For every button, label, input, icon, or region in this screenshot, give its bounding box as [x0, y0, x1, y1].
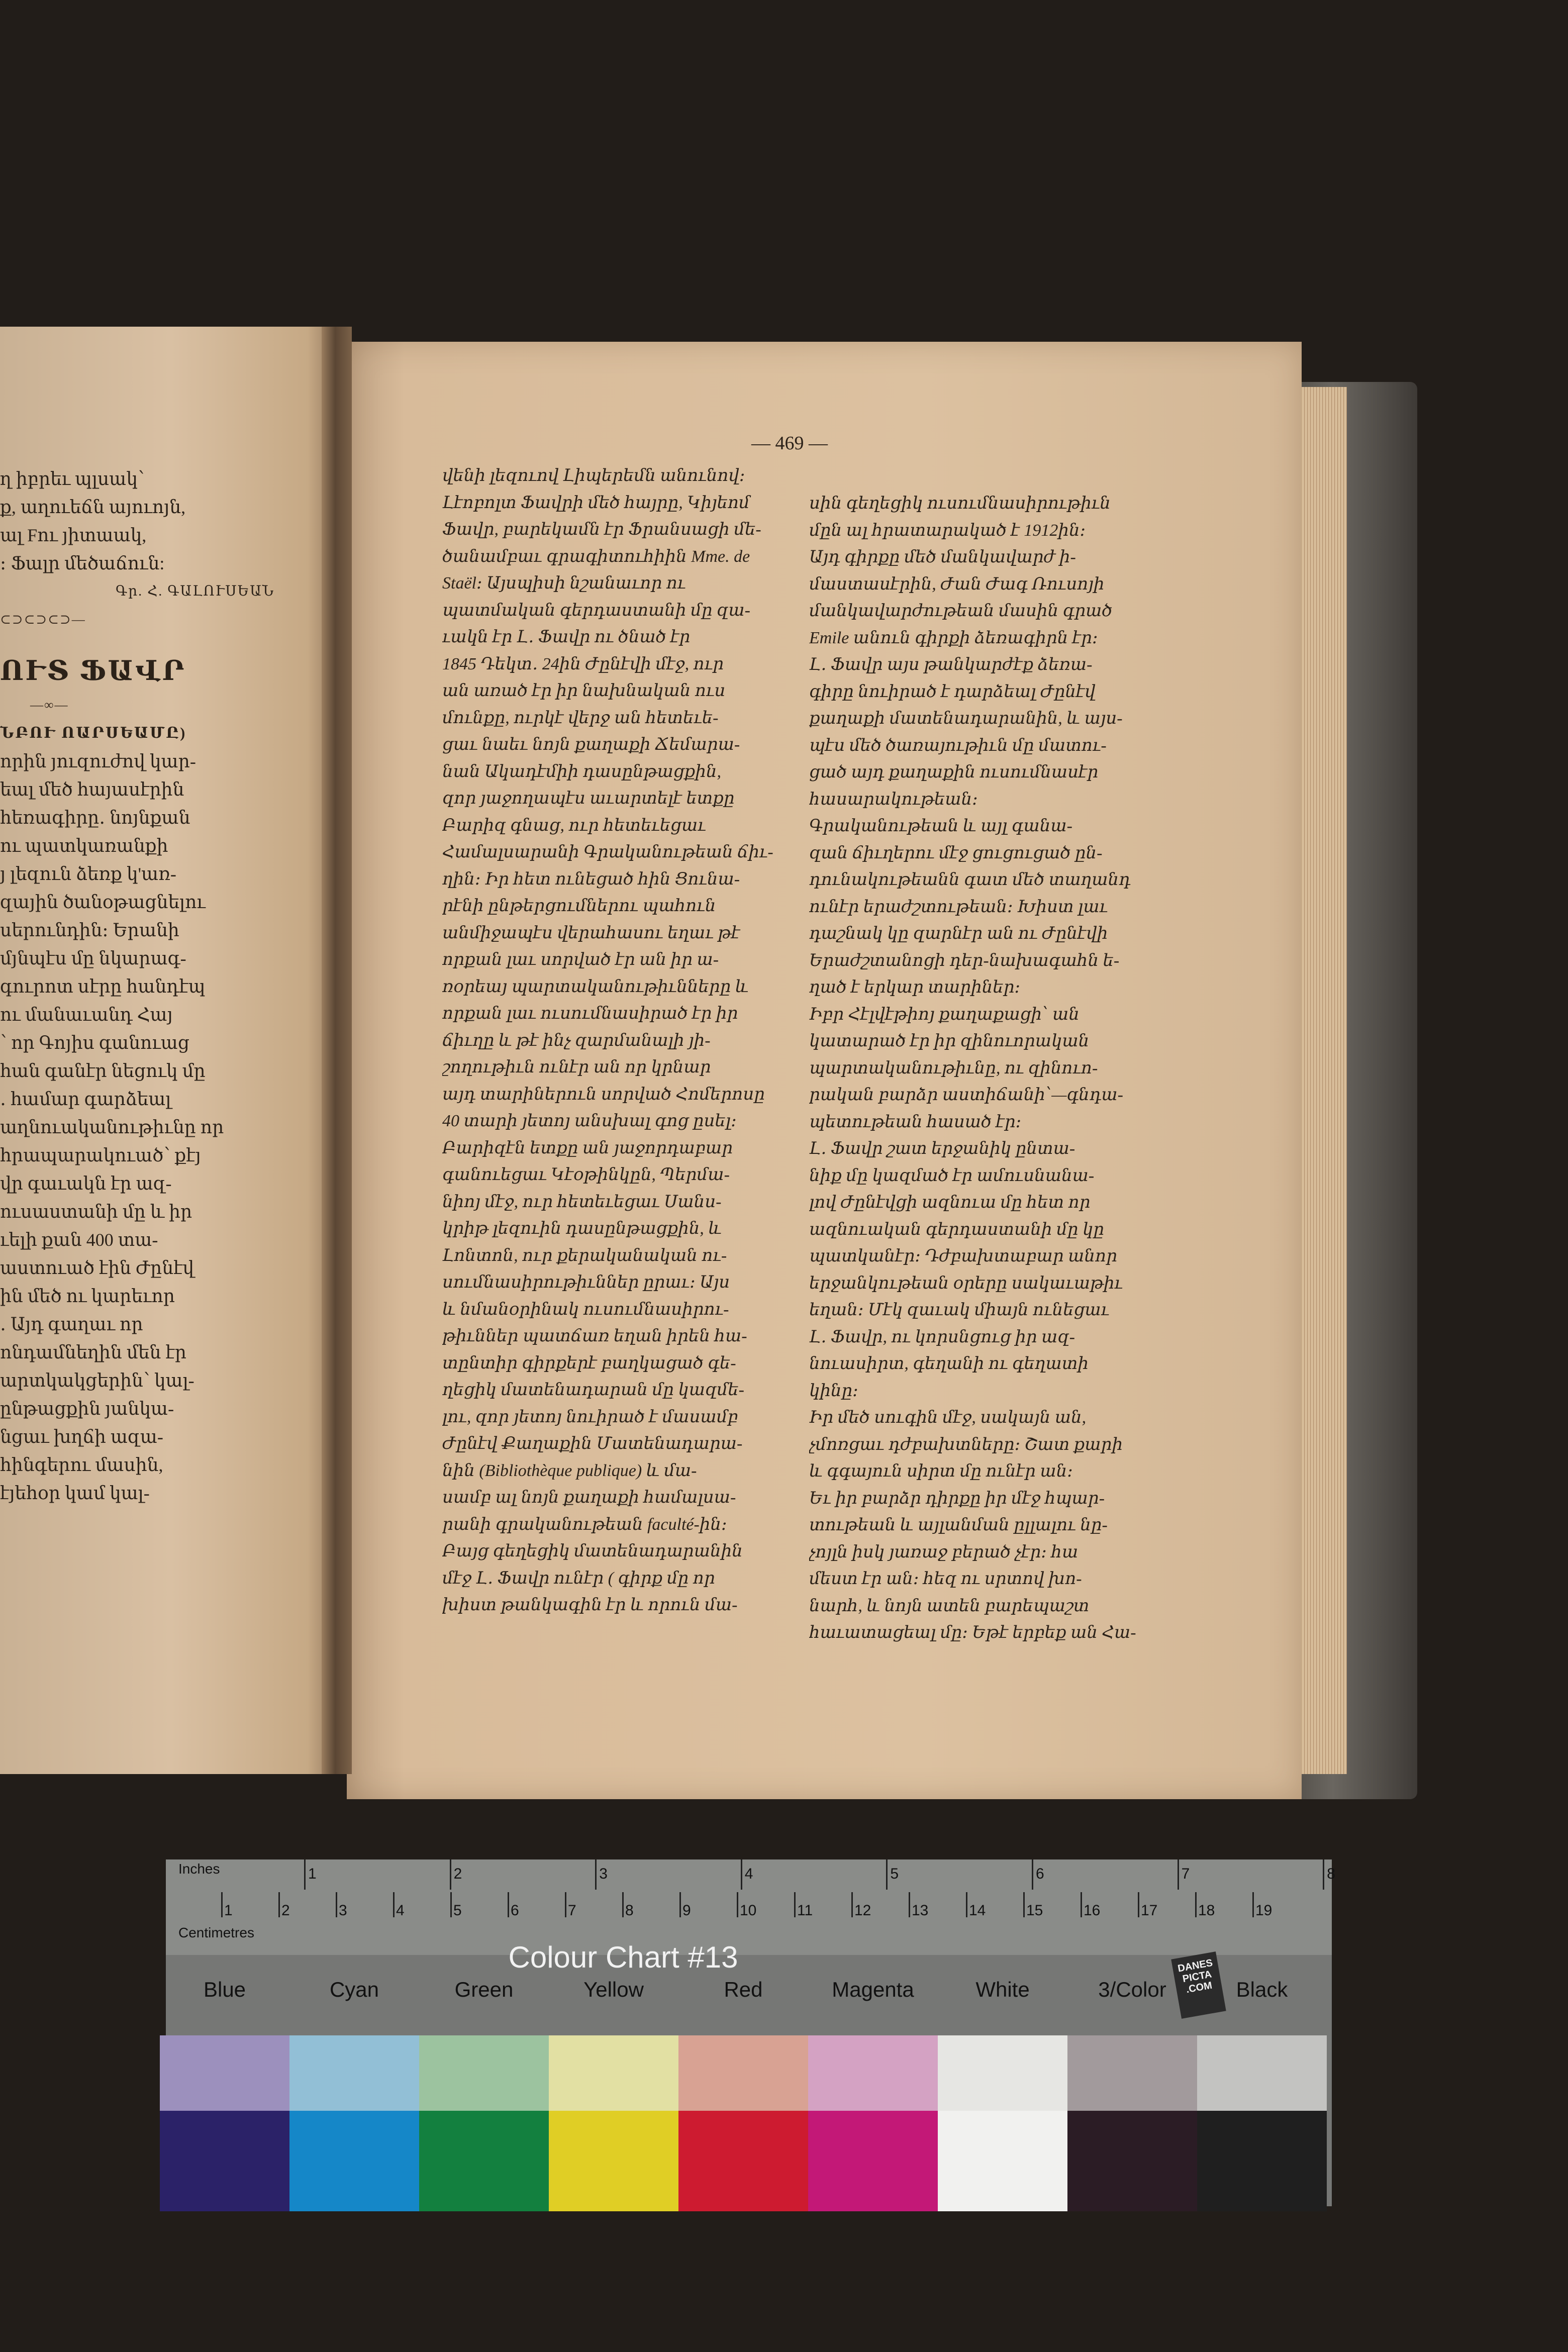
right-column-line: պարտականութիւնը, ու զինուո- [809, 1058, 1098, 1077]
middle-column-line: նան Ակադէմիի դասընթացքին, [442, 762, 721, 781]
left-page-signature: Գր. Հ. ԳԱԼՈՒՍԵԱՆ [116, 583, 275, 599]
right-column-text [809, 490, 1156, 1646]
right-column-line: դաշնակ կը զարնէր ան ու Ժընէվի [809, 924, 1108, 943]
middle-column-line: ղին։ Իր հետ ունեցած հին Ցունա- [442, 869, 740, 889]
right-column-line: և գգայուն սիրտ մը ունէր ան։ [809, 1462, 1073, 1481]
danes-picta-logo: DANES PICTA .COM [1171, 1951, 1226, 2019]
swatch-label: 3/Color [1098, 1978, 1166, 2001]
ruler-cm-number: 12 [854, 1902, 871, 1919]
ruler-inch-number: 6 [1036, 1866, 1044, 1882]
right-column-line: Լ․ Ֆավր շատ երջանիկ ընտա- [809, 1139, 1075, 1158]
swatch-label: Yellow [583, 1978, 644, 2001]
ruler-cm-tick [393, 1892, 395, 1917]
left-page-line: զային ծանօթացնելու [0, 892, 206, 912]
swatch-dark [1067, 2111, 1197, 2211]
right-column-line: հաւատացեալ մը։ Եթէ երբեք ան Հա- [809, 1623, 1136, 1642]
left-page-line: յ լեզուն ձեռք կ'առ- [0, 864, 176, 884]
right-column-line: եղան։ Մէկ զաւակ միայն ունեցաւ [809, 1301, 1110, 1319]
middle-column-line: Ֆավր, բարեկամն էր Ֆրանսացի մե- [442, 520, 761, 539]
middle-column-line: Բայց գեղեցիկ մատենադարանին [442, 1542, 743, 1560]
ruler-cm-tick [278, 1892, 280, 1917]
left-page-line: էյեհօր կամ կալ- [0, 1483, 150, 1503]
right-column-line: Լ․ Ֆավր այս թանկարժէք ձեռա- [809, 655, 1093, 674]
right-column-line: լով Ժընէվցի ազնուա մը հետ որ [809, 1193, 1091, 1212]
middle-column-line: ռօրեայ պարտականութիւնները և [442, 977, 749, 996]
swatch-dark [678, 2111, 808, 2211]
right-column-line: Գրականութեան և այլ գանա- [809, 817, 1072, 835]
swatch-light [160, 2035, 289, 2111]
ruler-cm-number: 14 [969, 1902, 986, 1919]
ruler-cm-number: 3 [339, 1902, 347, 1919]
right-column-line: մըն ալ հրատարակած է 1912ին։ [809, 521, 1086, 540]
ruler-cm-tick [221, 1892, 223, 1917]
right-column-line: զան ճիւղերու մէջ ցուցուցած ըն- [809, 843, 1103, 862]
ruler-cm-number: 15 [1026, 1902, 1043, 1919]
middle-column-line: ցաւ նաեւ նոյն քաղաքի Ճեմարա- [442, 735, 740, 754]
left-page-line: մյնպէս մը նկարագ- [0, 948, 186, 968]
ruler-cm-tick [679, 1892, 681, 1917]
middle-column-line: լու, զոր յետոյ նուիրած է մասամբ [442, 1407, 738, 1426]
right-column-line: կինը։ [809, 1381, 858, 1400]
left-page-ornament: —∞— [30, 698, 69, 712]
middle-column-line: ծանամբաւ գրագիտուհիին Mme. de [442, 547, 750, 566]
middle-column-line: զոր յաջողապէս աւարտելէ ետքը [442, 789, 735, 808]
middle-column-line: Staël։ Այսպիսի նշանաւոր ու [442, 574, 686, 593]
right-column-line: երջանկութեան օրերը սակաւաթիւ [809, 1273, 1123, 1293]
left-page-subheading: ՆԲՈՒ ՈԱՐՍԵԱՄԸ) [0, 725, 187, 741]
middle-column-line: թիւններ պատճառ եղան իրեն հա- [442, 1327, 747, 1345]
ruler-inch-number: 7 [1181, 1866, 1190, 1882]
ruler-inch-tick [886, 1859, 888, 1890]
swatch-label: Magenta [832, 1978, 914, 2001]
right-column-line: տութեան և այլանման ըլլալու նը- [809, 1516, 1108, 1534]
middle-column-line: մէջ Լ․ Ֆավր ունէր ( գիրք մը որ [442, 1569, 715, 1588]
left-page-line: ու մանաւանդ Հայ [0, 1005, 173, 1025]
middle-column-line: անմիջապէս վերահասու եղաւ թէ [442, 923, 740, 942]
right-column-line: չմոռցաւ դժբախտները։ Շատ քարի [809, 1435, 1123, 1454]
left-page-line: ին մեծ ու կարեւոր [0, 1286, 175, 1306]
swatch-label: Cyan [329, 1978, 379, 2001]
left-page-heading: ՈՒՏ ՖԱՎՐ [0, 656, 186, 686]
swatch-light [938, 2035, 1067, 2111]
inches-label: Inches [178, 1861, 220, 1877]
ruler-cm-tick [966, 1892, 967, 1917]
middle-column-line: պատմական գերդաստանի մը զա- [442, 601, 750, 620]
left-page-line: ․ Այդ գաղաւ որ [0, 1314, 143, 1334]
ruler-cm-tick [1252, 1892, 1254, 1917]
swatch-label: White [975, 1978, 1030, 2001]
swatch-light [1067, 2035, 1197, 2111]
ruler-inch-number: 3 [599, 1866, 608, 1882]
ruler-cm-number: 5 [453, 1902, 462, 1919]
swatch-dark [549, 2111, 678, 2211]
right-column-line: պէս մեծ ծառայութիւն մը մատու- [809, 736, 1107, 755]
swatch-light [808, 2035, 938, 2111]
right-column-line: Այդ գիրքը մեծ մանկավարժ ի- [809, 548, 1076, 566]
right-column-line: գիրը նուիրած է դարձեալ Ժընէվ [809, 682, 1096, 701]
middle-column-line: որքան լաւ ուսումնասիրած էր իր [442, 1004, 738, 1023]
ruler-cm-tick [1138, 1892, 1139, 1917]
right-column-line: Իբր Հէլվէթիոյ քաղաքացի՝ ան [809, 1005, 1080, 1024]
ruler-cm-number: 13 [912, 1902, 929, 1919]
ruler-cm-number: 1 [224, 1902, 233, 1919]
ruler-inch-number: 1 [308, 1866, 317, 1882]
page-number: — 469 — [751, 433, 828, 454]
ruler-cm-number: 16 [1084, 1902, 1101, 1919]
swatch-dark [160, 2111, 289, 2211]
left-page-line: գուրոտ սէրը հանդէպ [0, 976, 206, 997]
middle-column-line: գանուեցաւ Կէօթինկըն, Պերմա- [442, 1165, 730, 1184]
right-column-line: նիք մը կազմած էր ամուսնանա- [809, 1166, 1095, 1185]
swatch-label: Black [1236, 1978, 1288, 2001]
left-page-line: հան գանէր նեցուկ մը [0, 1061, 206, 1081]
ruler-inch-tick [1032, 1859, 1033, 1890]
right-column-line: Emile անուն գիրքի ձեռագիրն էր։ [809, 628, 1098, 647]
swatch-dark [938, 2111, 1067, 2211]
ruler-cm-number: 10 [740, 1902, 757, 1919]
left-page-line: սերունդին։ Երանի [0, 920, 179, 940]
middle-column-line: Լոնտոն, ուր քերականական ու- [442, 1246, 727, 1265]
right-column-line: ունէր երաժշտութեան։ Խիստ լաւ [809, 897, 1108, 916]
swatch-light [678, 2035, 808, 2111]
right-column-line: նարհ, և նոյն ատեն բարեպաշտ [809, 1596, 1090, 1615]
ruler-cm-number: 19 [1255, 1902, 1272, 1919]
right-column-line: պետութեան հասած էր։ [809, 1112, 1022, 1131]
left-page-line: արտկակցերին՝ կալ- [0, 1370, 194, 1391]
swatch-label: Red [724, 1978, 763, 2001]
swatch-label: Green [454, 1978, 514, 2001]
ruler-cm-number: 7 [568, 1902, 576, 1919]
ruler-cm-tick [1023, 1892, 1025, 1917]
right-column-line: մանկավարժութեան մասին գրած [809, 602, 1113, 620]
ruler-cm-number: 6 [511, 1902, 519, 1919]
middle-column-line: վենի լեզուով Լիպերեմն անունով։ [442, 466, 745, 485]
left-page-line: ղ իբրեւ պլսակ՝ [0, 469, 145, 489]
left-page-line: ու պատկառանքի [0, 836, 168, 856]
middle-column-line: 40 տարի յետոյ անսխալ գոց ըսել։ [442, 1112, 737, 1130]
middle-column-line: տընտիր գիրքերէ բաղկացած գե- [442, 1353, 736, 1373]
right-column-line: կատարած էր իր զինուորական [809, 1032, 1090, 1050]
swatch-dark [1197, 2111, 1327, 2211]
ruler-cm-tick [336, 1892, 337, 1917]
left-page-line: ուսաստանի մը և իր [0, 1202, 192, 1222]
right-column-line: ղած է երկար տարիներ։ [809, 978, 1021, 997]
right-column-line: ցած այդ քաղաքին ուսումնասէր [809, 763, 1099, 781]
middle-column-line: որքան լաւ սորված էր ան իր ա- [442, 950, 719, 969]
right-column-line: քաղաքի մատենադարանին, և այս- [809, 709, 1123, 728]
right-column-line: մաստասէրին, Ժան Ժագ Ռուսոյի [809, 574, 1105, 594]
right-column-line: ազնուական գերդաստանի մը կը [809, 1220, 1104, 1239]
middle-column-line: նիոյ մէջ, ուր հետեւեցաւ Սանս- [442, 1192, 722, 1211]
ruler-cm-tick [622, 1892, 624, 1917]
left-page-line: եալ մեծ հայասէրին [0, 779, 184, 800]
middle-column-line: 1845 Դեկտ․ 24ին Ժընէվի մէջ, ուր [442, 654, 724, 673]
book-gutter [322, 327, 352, 1774]
right-column-line: րական բարձր աստիճանի՝—գնդա- [809, 1086, 1123, 1104]
ruler-inch-tick [304, 1859, 306, 1890]
middle-column-line: ւակն էր Լ․ Ֆավր ու ծնած էր [442, 628, 691, 646]
ruler-inch-tick [741, 1859, 742, 1890]
ruler-inch-number: 2 [453, 1866, 462, 1882]
right-column-line: Լ․ Ֆավր, ու կորսնցուց իր ազ- [809, 1327, 1075, 1346]
left-page-line: հինգերու մասին, [0, 1455, 163, 1475]
right-column-line: դունակութեանն գատ մեծ տաղանդ [809, 870, 1131, 889]
middle-column-line: Լէոբոլտ Ֆավրի մեծ հայրը, Կիյեոմ [442, 493, 750, 512]
left-page-line: աստուած էին Ժընէվ [0, 1258, 194, 1278]
left-page-line: հրապարակուած՝ քէյ [0, 1145, 201, 1165]
middle-column-line: սամբ ալ նոյն քաղաքի համալսա- [442, 1488, 736, 1507]
middle-column-line: ճիւղը և թէ ինչ զարմանալի յի- [442, 1031, 711, 1050]
right-column-line: չոյլն իսկ յառաջ բերած չէր։ հա [809, 1542, 1079, 1561]
chart-title: Colour Chart #13 [508, 1940, 738, 1974]
left-page-line: ք, աղուեճն այուոյն, [0, 497, 186, 517]
right-column-line: հասարակութեան։ [809, 790, 978, 809]
ruler-cm-number: 18 [1198, 1902, 1215, 1919]
left-page-line: ․ համար գարձեալ [0, 1089, 171, 1109]
ruler-cm-tick [565, 1892, 566, 1917]
ruler-cm-number: 11 [797, 1902, 813, 1919]
left-page-line: ընթացքին յանկա- [0, 1399, 174, 1419]
ruler-inch-number: 4 [744, 1866, 753, 1882]
middle-column-line: Համալսարանի Գրականութեան ճիւ- [442, 843, 773, 861]
ruler-cm-number: 17 [1141, 1902, 1158, 1919]
left-page-line: ոնդամնեղին մեն էր [0, 1342, 186, 1362]
middle-column-line: նին (Bibliothèque publique) և մա- [442, 1461, 697, 1480]
centimetres-label: Centimetres [178, 1925, 254, 1940]
ruler-cm-tick [851, 1892, 853, 1917]
ruler-inch-number: 5 [890, 1866, 899, 1882]
middle-column-line: րանի գրականութեան faculté-ին։ [442, 1515, 727, 1534]
swatch-light [419, 2035, 549, 2111]
middle-column-line: Բարիզէն ետքը ան յաջորդաբար [442, 1138, 733, 1157]
ruler-cm-tick [794, 1892, 796, 1917]
left-page-line: աղնուականութիւնը որ [0, 1117, 224, 1137]
left-page-ornament: ⊂⊃⊂⊃⊂⊃— [0, 612, 86, 627]
middle-column-line: Բարիզ գնաց, ուր հետեւեցաւ [442, 816, 706, 835]
right-column-line: պատկանէր։ Դժբախտաբար անոր [809, 1247, 1117, 1265]
ruler-cm-number: 9 [682, 1902, 691, 1919]
left-page-line: ։ Ֆալր մեծաճուն: [0, 553, 165, 573]
swatch-dark [419, 2111, 549, 2211]
ruler-inch-tick [1323, 1859, 1324, 1890]
middle-column-text [442, 462, 774, 1619]
left-page-line: վր գաւակն էր ազ- [0, 1173, 172, 1194]
left-page-line: որին յուզուժով կար- [0, 751, 196, 771]
ruler-cm-tick [909, 1892, 910, 1917]
middle-column-line: այդ տարիներուն սորված Հոմերոսը [442, 1085, 765, 1104]
middle-column-line: մունքը, ուրկէ վերջ ան հետեւե- [442, 708, 719, 727]
ruler-inch-number: 8 [1327, 1866, 1335, 1882]
ruler-cm-number: 2 [281, 1902, 290, 1919]
right-column-line: Եւ իր բարձր դիրքը իր մէջ հպար- [809, 1489, 1105, 1508]
swatch-light [1197, 2035, 1327, 2111]
middle-column-line: կրիթ լեզուին դասընթացքին, և [442, 1219, 722, 1238]
swatch-light [289, 2035, 419, 2111]
left-page-line: ւելի քան 400 տա- [0, 1230, 158, 1250]
right-column-line: մեստ էր ան։ հեզ ու սրտով խո- [809, 1570, 1082, 1588]
middle-column-line: խիստ թանկագին էր և որուն մա- [442, 1596, 738, 1614]
ruler-inch-tick [595, 1859, 597, 1890]
ruler-inch-tick [1178, 1859, 1179, 1890]
swatch-dark [289, 2111, 419, 2211]
swatch-dark [808, 2111, 938, 2211]
ruler-cm-number: 4 [396, 1902, 405, 1919]
swatch-label: Blue [203, 1978, 246, 2001]
middle-column-line: ղեցիկ մատենադարան մը կազմե- [442, 1381, 744, 1399]
middle-column-line: շողութիւն ունէր ան որ կրնար [442, 1058, 711, 1076]
ruler-inch-tick [450, 1859, 451, 1890]
right-column-line: Իր մեծ սուգին մէջ, սակայն ան, [809, 1408, 1087, 1427]
left-page-line: ՝ որ Գոյիս գանուաց [0, 1033, 190, 1053]
ruler-cm-tick [737, 1892, 738, 1917]
swatch-light [549, 2035, 678, 2111]
ruler-cm-tick [508, 1892, 509, 1917]
middle-column-line: սումնասիրութիւններ ըրաւ։ Այս [442, 1273, 730, 1292]
middle-column-line: րէնի ընթերցումներու պահուն [442, 897, 716, 915]
middle-column-line: և նմանօրինակ ուսումնասիրու- [442, 1300, 729, 1319]
right-column-line: սին գեղեցիկ ուսումնասիրութիւն [809, 494, 1111, 513]
middle-column-line: ան առած էր իր նախնական ուս [442, 681, 726, 700]
ruler-cm-tick [1195, 1892, 1197, 1917]
left-page-line: հեռագիրը․ նոյնքան [0, 808, 190, 828]
right-column-line: նուասիրտ, գեղանի ու գեղատի [809, 1354, 1089, 1373]
ruler-cm-tick [1081, 1892, 1082, 1917]
left-page-line: ալ Fու յիտաակ, [0, 525, 147, 545]
ruler-cm-tick [450, 1892, 452, 1917]
left-page-line: նցաւ խղճի ազա- [0, 1427, 163, 1447]
left-page-text [0, 465, 312, 1507]
right-column-line: Երաժշտանոցի դեր-նախագահն ե- [809, 951, 1120, 970]
middle-column-line: Ժընէվ Քաղաքին Մատենադարա- [442, 1434, 743, 1453]
ruler-cm-number: 8 [625, 1902, 634, 1919]
